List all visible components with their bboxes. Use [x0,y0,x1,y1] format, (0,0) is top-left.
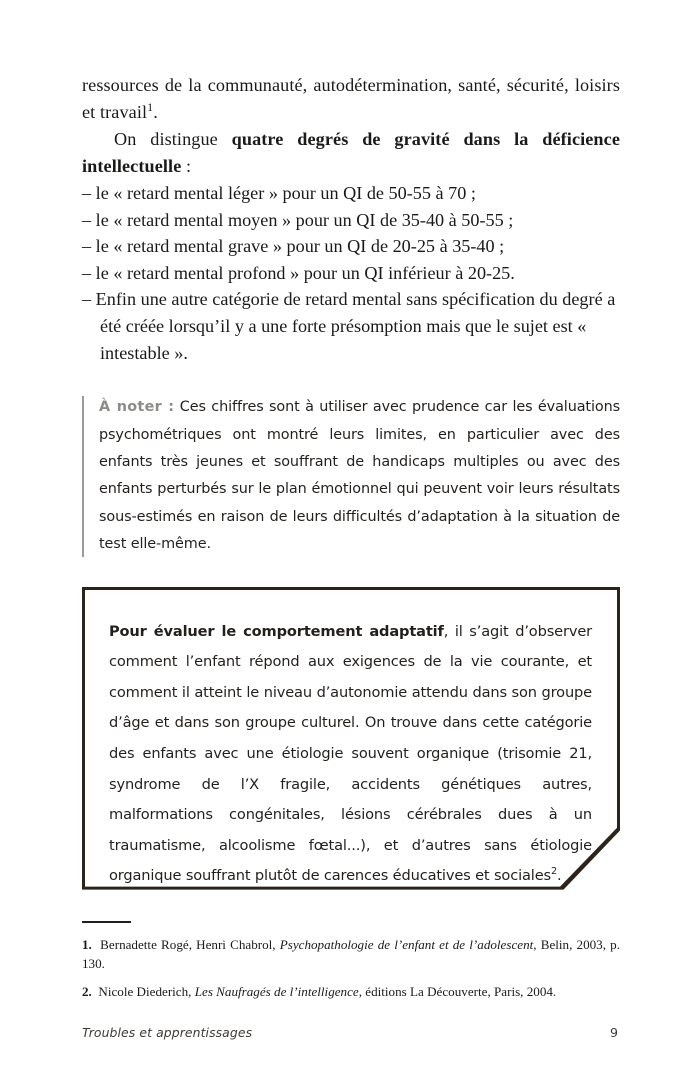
footer-page-number: 9 [609,1025,618,1040]
intro-bold-text: quatre degrés de gravité dans la déficience intellectuelle [82,129,620,176]
paragraph-continued [82,72,620,125]
footnote-publisher: , Belin, 2003, p. 130. [82,936,620,972]
footnote-marker-2: 2 [550,866,557,878]
footer-running-title: Troubles et apprentissages [82,1025,253,1040]
note-callout-text [99,394,620,558]
footnote-entry [82,982,620,1001]
footnote-author: Nicole Diederich, [98,984,195,1000]
list-item [82,233,620,260]
severity-list [82,180,620,366]
note-callout-label: À noter : [99,399,175,416]
footnote-entry [82,935,620,973]
note-callout [82,394,620,558]
list-item-label: – le « retard mental profond » pour un QI inférieur à 20-25. [82,262,515,283]
footnote-number: 1. [82,936,92,952]
list-item [82,180,620,207]
paragraph-continued-text: ressources de la communauté, autodétermination, santé, sécurité, loisirs et travail [82,75,620,122]
footnote-separator [82,921,131,923]
page-content [82,72,620,1011]
footnote-title: Psychopathologie de l’enfant et de l’adolescent [279,936,534,952]
boxed-callout-body: , il s’agit d’observer comment l’enfant répond aux exigences de la vie courante, et comment il atteint le niveau d’autonomie attendu dans son groupe d’âge et dans son groupe culturel. On trouve dans cette catégorie des enfants avec une étiologie souvent organique (trisomie 21, syndrome de l’X fragile, accidents génétiques autres, malformations congénitales, lésions cérébrales dues à un traumatisme, alcoolisme fœtal...), et d’autres sans étiologie organique souffrant plutôt de carences éducatives et sociales [109,622,592,885]
list-item-label: – Enfin une autre catégorie de retard mental sans spécification du degré a été créée lorsqu’il y a une forte présomption mais que le sujet est « intestable ». [82,289,616,363]
list-item [82,207,620,234]
list-item-label: – le « retard mental léger » pour un QI de 50-55 à 70 ; [82,183,476,203]
boxed-callout-text [109,617,592,892]
footnote-title: Les Naufragés de l’intelligence [194,984,359,1000]
note-callout-rule [82,396,84,556]
boxed-callout-tail: . [556,867,562,885]
list-item-label: – le « retard mental grave » pour un QI de 20-25 à 35-40 ; [82,236,505,257]
footnote-list [82,935,620,1002]
list-item [82,286,620,366]
list-item [82,260,620,287]
footnote-author: Bernadette Rogé, Henri Chabrol, [100,936,280,952]
footnote-number: 2. [82,984,92,1000]
paragraph-continued-tail: . [153,101,158,122]
note-callout-body: Ces chiffres sont à utiliser avec prudence car les évaluations psychométriques ont montré leurs limites, en particulier avec des enfants très jeunes et souffrant de handicaps multiples ou avec des enfants perturbés sur le plan émotionnel qui peuvent voir leurs résultats sous-estimés en raison de leurs difficultés d’adaptation à la situation de test elle-même. [99,399,621,553]
list-item-label: – le « retard mental moyen » pour un QI de 35-40 à 50-55 ; [82,209,514,230]
paragraph-intro [82,126,620,179]
boxed-callout [82,587,620,890]
page-footer [82,1025,618,1040]
footnote-publisher: , éditions La Découverte, Paris, 2004. [358,984,557,1000]
boxed-callout-lead: Pour évaluer le comportement adaptatif [109,622,444,640]
footnote-marker-1: 1 [147,99,154,114]
intro-tail-text: : [181,155,192,176]
intro-lead-text: On distingue [114,129,232,149]
